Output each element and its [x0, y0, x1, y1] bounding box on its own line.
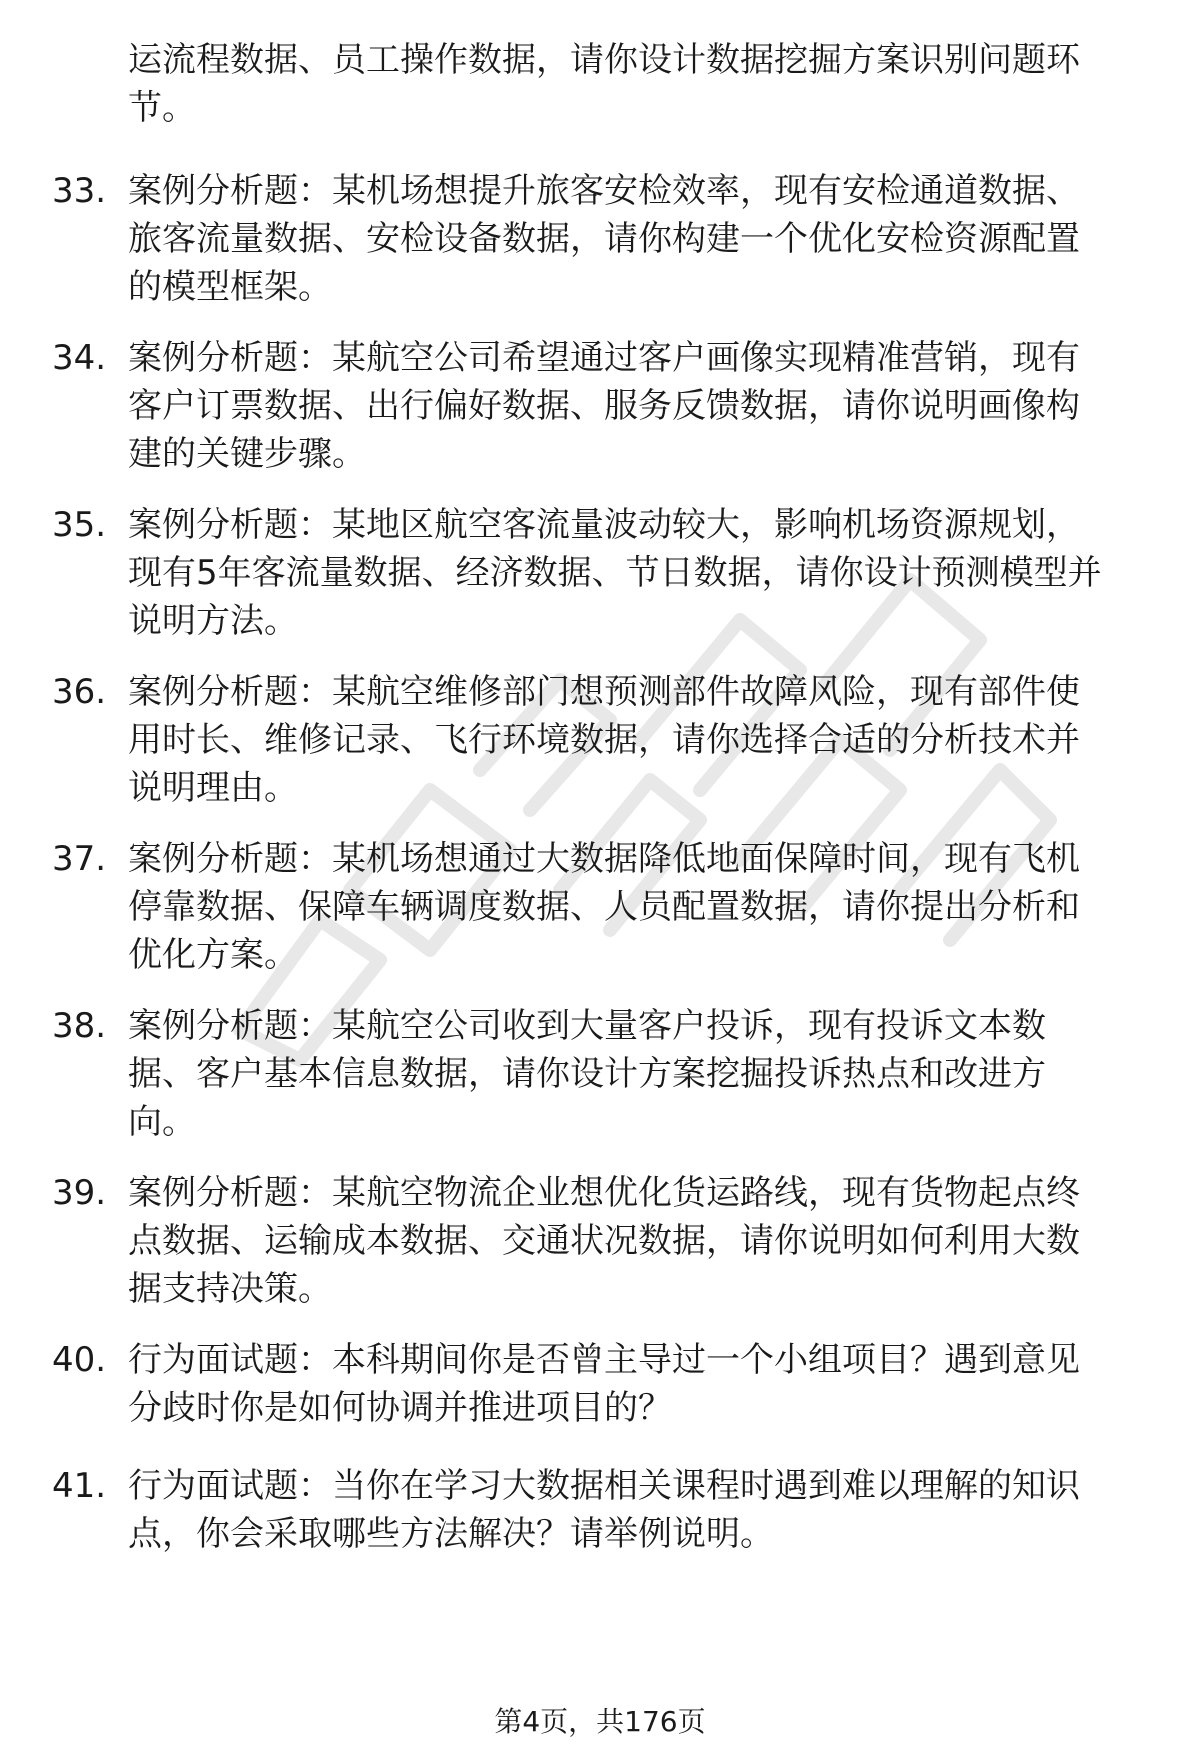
page-footer: 第4页，共176页	[494, 1705, 706, 1738]
question-line: 说明理由。	[128, 768, 298, 808]
question-number: 41.	[52, 1466, 107, 1506]
question-text	[128, 1002, 1158, 1146]
question-line: 分歧时你是如何协调并推进项目的？	[128, 1388, 672, 1428]
question-line: 行为面试题：本科期间你是否曾主导过一个小组项目？遇到意见	[128, 1340, 1080, 1380]
question-number: 33.	[52, 171, 107, 211]
question-number: 40.	[52, 1340, 107, 1380]
question-line: 建的关键步骤。	[128, 434, 366, 474]
question-text	[128, 1462, 1158, 1558]
question-line: 案例分析题：某机场想通过大数据降低地面保障时间，现有飞机	[128, 839, 1080, 879]
question-line: 点数据、运输成本数据、交通状况数据，请你说明如何利用大数	[128, 1221, 1080, 1261]
question-line: 用时长、维修记录、飞行环境数据，请你选择合适的分析技术并	[128, 720, 1080, 760]
question-line: 的模型框架。	[128, 267, 332, 307]
question-text	[128, 835, 1158, 979]
question-text	[128, 1169, 1158, 1313]
question-line: 案例分析题：某航空物流企业想优化货运路线，现有货物起点终	[128, 1173, 1080, 1213]
question-line: 案例分析题：某地区航空客流量波动较大，影响机场资源规划，	[128, 505, 1080, 545]
question-number: 37.	[52, 839, 107, 879]
question-text	[128, 334, 1158, 478]
question-line: 节。	[128, 88, 196, 128]
question-line: 客户订票数据、出行偏好数据、服务反馈数据，请你说明画像构	[128, 386, 1080, 426]
question-line: 据支持决策。	[128, 1269, 332, 1309]
question-number: 36.	[52, 672, 107, 712]
question-number: 34.	[52, 338, 107, 378]
question-text	[128, 167, 1158, 311]
question-line: 案例分析题：某航空维修部门想预测部件故障风险，现有部件使	[128, 672, 1080, 712]
question-number: 38.	[52, 1006, 107, 1046]
question-line: 向。	[128, 1102, 196, 1142]
question-line: 案例分析题：某航空公司希望通过客户画像实现精准营销，现有	[128, 338, 1080, 378]
question-line: 据、客户基本信息数据，请你设计方案挖掘投诉热点和改进方	[128, 1054, 1046, 1094]
question-line: 案例分析题：某机场想提升旅客安检效率，现有安检通道数据、	[128, 171, 1080, 211]
question-line: 说明方法。	[128, 601, 298, 641]
question-line: 案例分析题：某航空公司收到大量客户投诉，现有投诉文本数	[128, 1006, 1046, 1046]
question-line: 行为面试题：当你在学习大数据相关课程时遇到难以理解的知识	[128, 1466, 1080, 1506]
question-line: 优化方案。	[128, 935, 298, 975]
question-text	[128, 1336, 1158, 1432]
question-text	[128, 36, 1158, 132]
question-line: 运流程数据、员工操作数据，请你设计数据挖掘方案识别问题环	[128, 40, 1080, 80]
question-text	[128, 668, 1158, 812]
question-number: 35.	[52, 505, 107, 545]
question-line: 停靠数据、保障车辆调度数据、人员配置数据，请你提出分析和	[128, 887, 1080, 927]
question-line: 现有5年客流量数据、经济数据、节日数据，请你设计预测模型并	[128, 553, 1102, 593]
question-text	[128, 501, 1158, 645]
question-line: 点，你会采取哪些方法解决？请举例说明。	[128, 1514, 774, 1554]
question-number: 39.	[52, 1173, 107, 1213]
question-line: 旅客流量数据、安检设备数据，请你构建一个优化安检资源配置	[128, 219, 1080, 259]
